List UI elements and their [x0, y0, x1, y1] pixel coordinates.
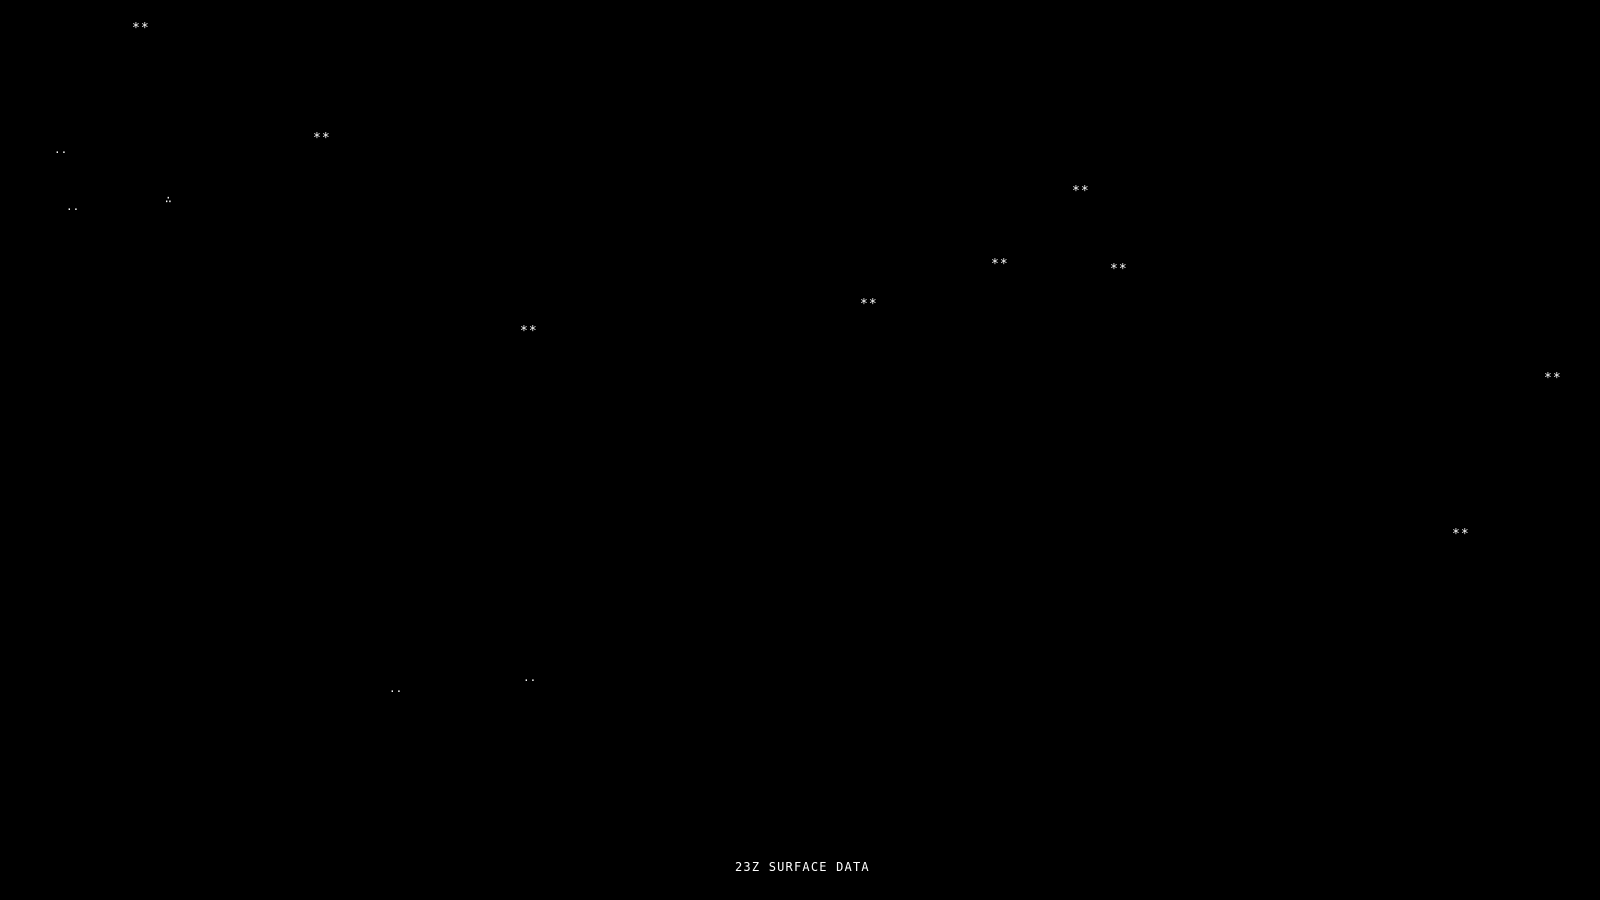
station-plot: .. [54, 143, 68, 156]
station-plot: .. [66, 200, 80, 213]
station-plot: ** [1544, 371, 1562, 386]
station-plot: ** [1110, 262, 1128, 277]
station-plot: ** [520, 324, 538, 339]
station-plot: ** [991, 257, 1009, 272]
station-plot: ** [1452, 527, 1470, 542]
station-plot: ** [313, 131, 331, 146]
station-plot: ** [132, 21, 150, 36]
station-plot: .. [523, 671, 537, 684]
station-plot: ** [860, 297, 878, 312]
map-caption: 23Z SURFACE DATA [735, 860, 870, 874]
station-plot: ** [1072, 184, 1090, 199]
station-plot: ∴ [165, 193, 172, 206]
station-plot: .. [389, 682, 403, 695]
